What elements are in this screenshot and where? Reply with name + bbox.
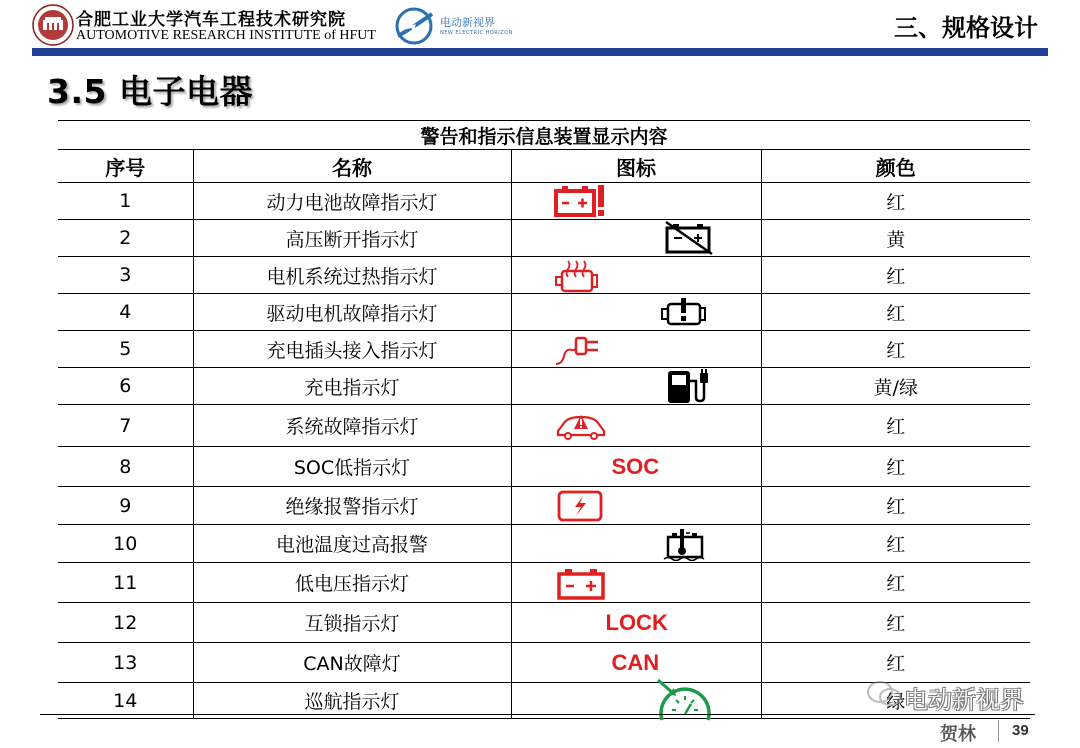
row-name: 驱动电机故障指示灯 (193, 294, 511, 331)
row-icon (511, 643, 761, 683)
car-warning-icon (554, 411, 608, 441)
table-caption-row (58, 121, 1030, 150)
row-number: 8 (58, 447, 193, 487)
row-icon (511, 294, 761, 331)
row-name: 充电插头接入指示灯 (193, 331, 511, 368)
indicator-table (58, 120, 1030, 719)
table-caption: 警告和指示信息装置显示内容 (58, 121, 1030, 150)
row-number: 13 (58, 643, 193, 683)
wechat-watermark-icon (866, 680, 902, 708)
column-header-no: 序号 (58, 150, 193, 183)
row-icon (511, 603, 761, 643)
university-seal-icon (32, 4, 74, 46)
row-name: 电机系统过热指示灯 (193, 257, 511, 294)
charge-plug-icon (554, 332, 600, 366)
table-row (58, 447, 1030, 487)
row-icon (511, 331, 761, 368)
row-name: 电池温度过高报警 (193, 525, 511, 563)
battery-fault-icon (554, 183, 610, 219)
institute-name-cn: 合肥工业大学汽车工程技术研究院 (76, 10, 346, 30)
column-header-icon: 图标 (511, 150, 761, 183)
header-divider-bar (32, 48, 1048, 56)
row-color: 黄 (761, 220, 1030, 257)
table-row (58, 525, 1030, 563)
row-color: 红 (761, 405, 1030, 447)
row-name: 绝缘报警指示灯 (193, 487, 511, 525)
lock-text-icon: LOCK (605, 609, 668, 635)
row-number: 9 (58, 487, 193, 525)
table-row (58, 563, 1030, 603)
table-row (58, 405, 1030, 447)
table-row (58, 257, 1030, 294)
section-title: 三、规格设计 (894, 14, 1038, 42)
insulation-alarm-icon (556, 489, 604, 523)
row-color: 红 (761, 183, 1030, 220)
row-name: 巡航指示灯 (193, 683, 511, 719)
row-name: CAN故障灯 (193, 643, 511, 683)
row-number: 5 (58, 331, 193, 368)
row-name: 动力电池故障指示灯 (193, 183, 511, 220)
hv-disconnect-icon (664, 220, 714, 256)
author-name: 贺林 (940, 724, 976, 745)
row-name: 系统故障指示灯 (193, 405, 511, 447)
row-number: 3 (58, 257, 193, 294)
motor-overheat-icon (554, 257, 600, 293)
row-icon (511, 183, 761, 220)
row-number: 12 (58, 603, 193, 643)
row-number: 14 (58, 683, 193, 719)
row-name: SOC低指示灯 (193, 447, 511, 487)
row-number: 4 (58, 294, 193, 331)
footer-divider (40, 714, 1035, 715)
institute-name-en: AUTOMOTIVE RESEARCH INSTITUTE of HFUT (76, 28, 376, 43)
row-number: 1 (58, 183, 193, 220)
row-number: 11 (58, 563, 193, 603)
page-title: 3.5 电子电器 (47, 72, 253, 111)
row-color: 红 (761, 294, 1030, 331)
row-icon (511, 447, 761, 487)
row-icon (511, 487, 761, 525)
table-row (58, 331, 1030, 368)
column-header-name: 名称 (193, 150, 511, 183)
row-icon (511, 257, 761, 294)
watermark-text: 电动新视界 (904, 686, 1024, 714)
row-color: 红 (761, 563, 1030, 603)
row-color: 红 (761, 447, 1030, 487)
row-number: 2 (58, 220, 193, 257)
low-voltage-battery-icon (556, 566, 606, 600)
soc-text-icon: SOC (611, 453, 660, 479)
table-body (58, 183, 1030, 719)
table-row (58, 294, 1030, 331)
battery-temp-icon (662, 527, 708, 561)
row-name: 低电压指示灯 (193, 563, 511, 603)
row-name: 充电指示灯 (193, 368, 511, 405)
table-row (58, 603, 1030, 643)
motor-fault-icon (660, 296, 708, 328)
row-color: 红 (761, 331, 1030, 368)
column-header-color: 颜色 (761, 150, 1030, 183)
row-icon (511, 525, 761, 563)
row-color: 红 (761, 643, 1030, 683)
table-row (58, 643, 1030, 683)
cruise-icon (654, 676, 716, 726)
row-icon (511, 220, 761, 257)
table-header-row (58, 150, 1030, 183)
partner-logo-text-cn: 电动新视界 (440, 16, 495, 29)
row-color: 红 (761, 487, 1030, 525)
slide-header (0, 0, 1080, 56)
row-icon (511, 368, 761, 405)
row-number: 7 (58, 405, 193, 447)
table-row (58, 368, 1030, 405)
row-color: 红 (761, 257, 1030, 294)
table-row (58, 183, 1030, 220)
row-name: 互锁指示灯 (193, 603, 511, 643)
row-icon (511, 405, 761, 447)
charging-station-icon (666, 367, 710, 405)
row-color: 黄/绿 (761, 368, 1030, 405)
row-number: 10 (58, 525, 193, 563)
row-icon (511, 563, 761, 603)
footer-separator (998, 720, 999, 742)
table-row (58, 487, 1030, 525)
ev-horizon-logo-icon (392, 6, 436, 46)
row-color: 红 (761, 603, 1030, 643)
row-color: 绿 (761, 683, 1030, 719)
page-number: 39 (1012, 722, 1029, 739)
table-row (58, 220, 1030, 257)
can-text-icon: CAN (611, 649, 660, 675)
row-number: 6 (58, 368, 193, 405)
row-name: 高压断开指示灯 (193, 220, 511, 257)
partner-logo-text-en: NEW ELECTRIC HORIZON (440, 30, 513, 36)
row-color: 红 (761, 525, 1030, 563)
